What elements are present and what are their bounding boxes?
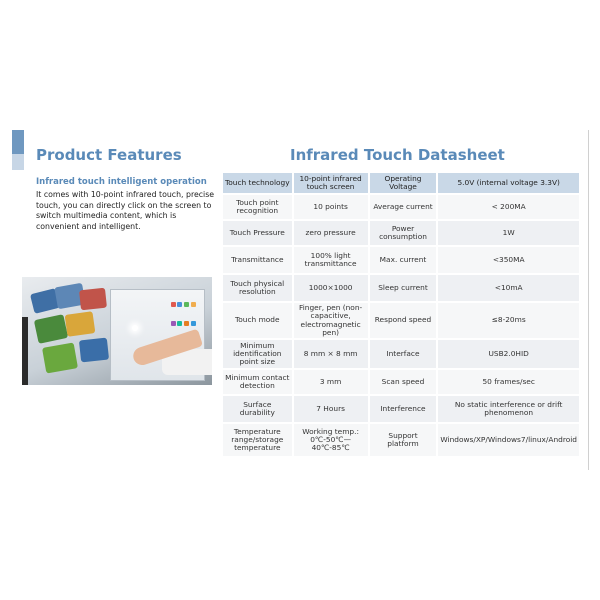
spec-value-cell: USB2.0HID: [438, 340, 579, 368]
table-row: [223, 396, 579, 422]
spec-value-cell: 1W: [438, 221, 579, 245]
spec-value-cell: zero pressure: [294, 221, 368, 245]
table-row: [223, 195, 579, 219]
spec-label-cell: Surface durability: [223, 396, 292, 422]
features-body: It comes with 10-point infrared touch, precise touch, you can directly click on the screen to switch multimedia content, which is convenient and intelligent.: [36, 190, 215, 231]
page-edge-divider: [588, 130, 589, 470]
table-row: [223, 370, 579, 394]
table-row: [223, 221, 579, 245]
accent-bar: [12, 130, 24, 155]
table-row: [223, 340, 579, 368]
spec-label-cell: Operating Voltage: [370, 173, 437, 193]
features-title: Product Features: [36, 146, 182, 164]
floating-tile-icon: [79, 288, 107, 311]
spec-label-cell: Temperature range/storage temperature: [223, 424, 292, 456]
table-row: [223, 275, 579, 301]
spec-value-cell: < 200MA: [438, 195, 579, 219]
spec-label-cell: Touch mode: [223, 303, 292, 338]
spec-value-cell: Windows/XP/Windows7/linux/Android: [438, 424, 579, 456]
spec-value-cell: <350MA: [438, 247, 579, 273]
spec-label-cell: Interface: [370, 340, 437, 368]
photo-shadow: [22, 317, 28, 385]
spec-value-cell: 10-point infrared touch screen: [294, 173, 368, 193]
spec-label-cell: Minimum contact detection: [223, 370, 292, 394]
spec-value-cell: 1000×1000: [294, 275, 368, 301]
spec-label-cell: Touch physical resolution: [223, 275, 292, 301]
spec-label-cell: Interference: [370, 396, 437, 422]
spec-value-cell: Finger, pen (non-capacitive, electromagnetic pen): [294, 303, 368, 338]
datasheet-title: Infrared Touch Datasheet: [290, 146, 505, 164]
spec-label-cell: Respond speed: [370, 303, 437, 338]
spec-value-cell: ≤8-20ms: [438, 303, 579, 338]
floating-tile-icon: [79, 338, 109, 363]
spec-value-cell: No static interference or drift phenomenon: [438, 396, 579, 422]
spec-value-cell: 8 mm × 8 mm: [294, 340, 368, 368]
touch-screen-photo: [22, 277, 212, 385]
table-row: [223, 303, 579, 338]
spec-value-cell: Working temp.: 0℃-50℃—40℃-85℃: [294, 424, 368, 456]
spec-value-cell: 10 points: [294, 195, 368, 219]
spec-value-cell: <10mA: [438, 275, 579, 301]
accent-bar-lower: [12, 154, 24, 170]
spec-label-cell: Max. current: [370, 247, 437, 273]
spec-label-cell: Sleep current: [370, 275, 437, 301]
table-row: [223, 424, 579, 456]
spec-label-cell: Touch point recognition: [223, 195, 292, 219]
features-subtitle: Infrared touch intelligent operation: [36, 177, 207, 187]
floating-tile-icon: [34, 314, 68, 344]
spec-label-cell: Average current: [370, 195, 437, 219]
spec-label-cell: Support platform: [370, 424, 437, 456]
spec-value-cell: 100% light transmittance: [294, 247, 368, 273]
spec-label-cell: Minimum identification point size: [223, 340, 292, 368]
spec-label-cell: Power consumption: [370, 221, 437, 245]
spec-value-cell: 3 mm: [294, 370, 368, 394]
spec-label-cell: Touch Pressure: [223, 221, 292, 245]
spec-label-cell: Scan speed: [370, 370, 437, 394]
datasheet-table: [221, 171, 581, 458]
floating-tile-icon: [42, 342, 78, 373]
touch-point-sparkle: [132, 325, 138, 331]
spec-label-cell: Touch technology: [223, 173, 292, 193]
spec-value-cell: 5.0V (internal voltage 3.3V): [438, 173, 579, 193]
table-row: [223, 247, 579, 273]
floating-tile-icon: [65, 311, 96, 337]
spec-value-cell: 7 Hours: [294, 396, 368, 422]
spec-value-cell: 50 frames/sec: [438, 370, 579, 394]
spec-label-cell: Transmittance: [223, 247, 292, 273]
table-row: [223, 173, 579, 193]
